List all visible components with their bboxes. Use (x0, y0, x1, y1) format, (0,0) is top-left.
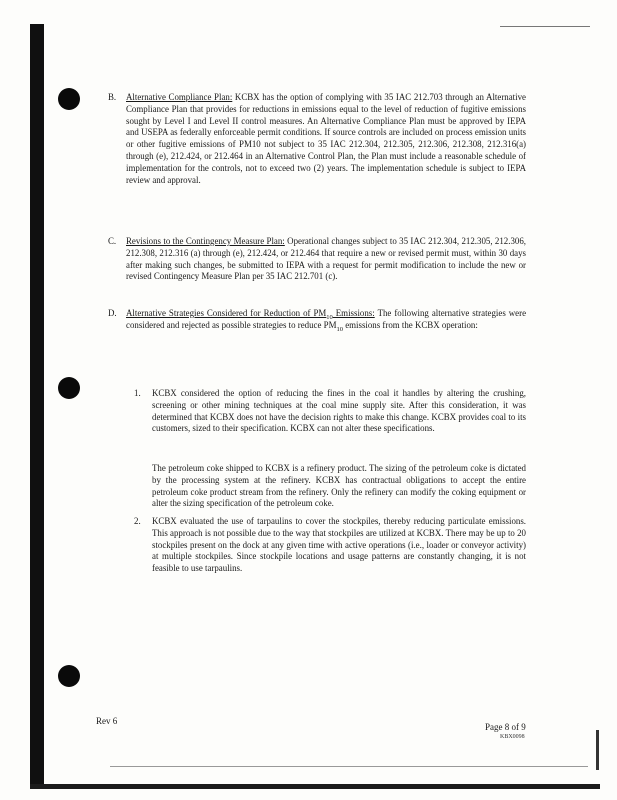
item-c-label: C. (108, 236, 117, 246)
scan-edge-left (30, 24, 44, 788)
item-d-text-main: The following alternative strategies were considered and rejected as possible strategies to reduce PM (126, 308, 527, 330)
footer-bates-code: KBX0098 (500, 734, 525, 740)
item-b-paragraph (126, 92, 526, 186)
punch-hole-icon (58, 377, 80, 399)
scan-edge-top (500, 26, 590, 27)
item-b-label: B. (108, 92, 117, 102)
item-d-text-end: emissions from the KCBX operation: (342, 319, 478, 330)
item-d-heading-main: Alternative Strategies Considered for Reduction of PM (126, 308, 327, 318)
subitem-1-paragraph: KCBX considered the option of reducing the fines in the coal it handles by altering the crushing, screening or other mining techniques at the coal mine supply site. After this consideration, it was determined that KCBX does not have the decision rights to make this change. KCBX provides coal to its customers, sized to their specification. KCBX can not alter these specifications. (152, 388, 526, 434)
item-b-heading: Alternative Compliance Plan: (126, 92, 233, 102)
scan-line-bottom (110, 766, 588, 767)
punch-hole-icon (58, 88, 80, 110)
item-c-text: Operational changes subject to 35 IAC 212.304, 212.305, 212.306, 212.308, 212.316 (a) through (e), 212.424, or 212.464 that require a new or revised permit must, within 30 days after making such changes, be submitted to IEPA with a request for permit modification to include the new or revised Contingency Measure Plan per 35 IAC 212.701 (c). (126, 236, 526, 282)
item-d-text-subscript: 10 (336, 325, 343, 333)
scan-edge-right (596, 730, 599, 770)
item-d-paragraph (126, 308, 526, 332)
subitem-2-label: 2. (134, 516, 141, 526)
footer-revision: Rev 6 (96, 716, 118, 726)
subitem-2-paragraph: KCBX evaluated the use of tarpaulins to cover the stockpiles, thereby reducing particulate emissions. This approach is not possible due to the way that stockpiles are utilized at KCBX. There may be up to 20 stockpiles present on the dock at any given time with active operations (i.e., loader or conveyor activity) at multiple stockpiles. Since stockpile locations and usage patterns are constantly changing, it is not feasible to use tarpaulins. (152, 516, 526, 574)
item-c-paragraph (126, 236, 526, 283)
item-d-heading-end: Emissions: (332, 308, 375, 318)
item-c-heading: Revisions to the Contingency Measure Plan: (126, 236, 285, 246)
scan-edge-bottom (30, 784, 600, 789)
footer-page-number: Page 8 of 9 (485, 722, 526, 732)
subitem-1-paragraph-2: The petroleum coke shipped to KCBX is a refinery product. The sizing of the petroleum coke is dictated by the processing system at the refinery. KCBX has contractual obligations to accept the entire petroleum coke product stream from the refinery. Only the refinery can modify the coking equipment or alter the sizing specification of the petroleum coke. (152, 463, 526, 509)
item-d-label: D. (108, 308, 117, 318)
subitem-1-label: 1. (134, 388, 141, 398)
item-d-heading-subscript: 10 (326, 313, 333, 321)
item-b-text: KCBX has the option of complying with 35 IAC 212.703 through an Alternative Compliance Plan that provides for reductions in emissions equal to the level of reduction of fugitive emissions sought by Level I and Level II control measures. An Alternative Compliance Plan must be approved by IEPA and USEPA as federally enforceable permit conditions. If source controls are included on process emission units or other fugitive emissions of PM10 not subject to 35 IAC 212.304, 212.305, 212.306, 212.308, 212.316(a) through (e), 212.424, or 212.464 in an Alternative Control Plan, the Plan must include a reasonable schedule of implementation for the controls, not to exceed two (2) years. The implementation schedule is subject to IEPA review and approval. (126, 92, 526, 185)
item-d-heading (126, 308, 375, 321)
punch-hole-icon (58, 665, 80, 687)
